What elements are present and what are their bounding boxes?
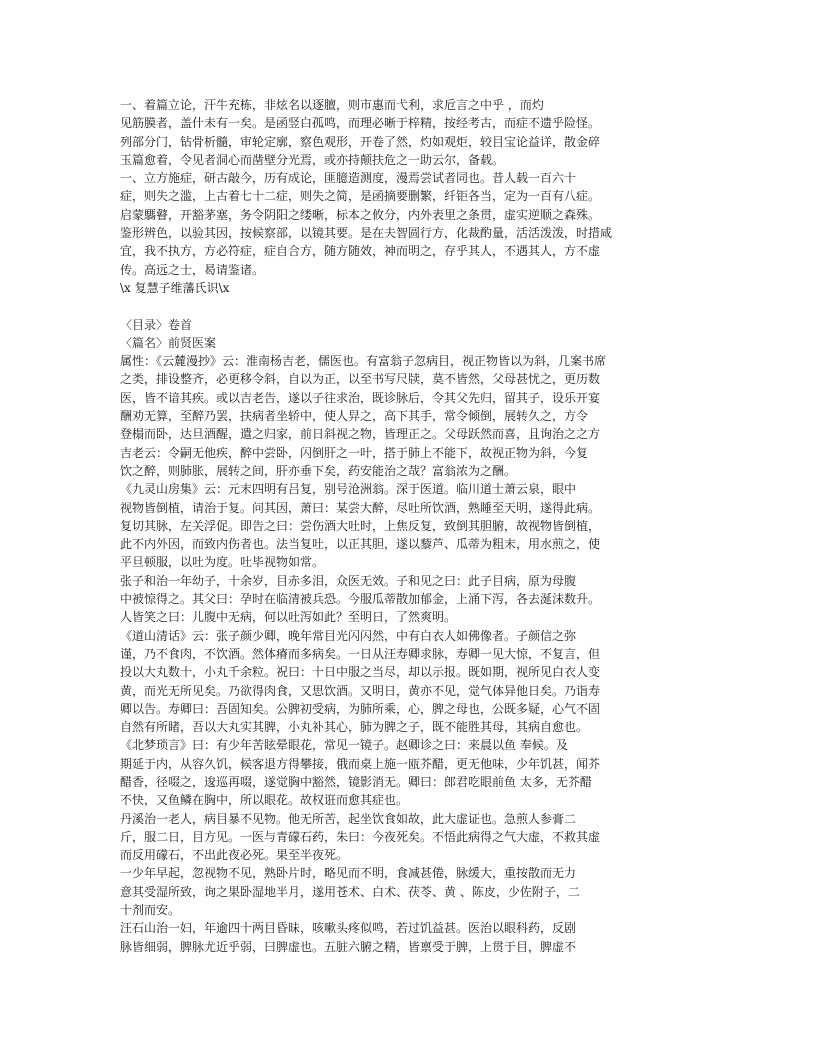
preface-line: 见筋膜者，盖什未有一矣。是函竖白孤鸣，而理必晰于梓精，按经考古，而症不遗乎险怪。 — [120, 116, 601, 131]
body-line: 复切其脉，左关浮促。即告之曰：尝伤酒大吐时，上焦反复，致倒其胆腑，故视物皆倒植， — [120, 518, 601, 533]
body-line: 黄，而光无所见矣。乃欲得肉食，又思饮酒。又明日，黄亦不见，觉气体异他日矣。乃诣寿 — [120, 683, 601, 698]
body-line: 丹溪治一老人，病目暴不见物。他无所苦，起坐饮食如故，此大虚证也。急煎人参膏二 — [120, 811, 577, 826]
body-line: 吉老云：令嗣无他疾，醉中尝卧，闪倒肝之一叶，搭于肺上不能下，故视正物为斜，今复 — [120, 445, 589, 460]
body-line: 平旦顿服，以吐为度。吐毕视物如常。 — [120, 555, 325, 570]
preface-line: 一、立方施症，研古敲今，历有成论，匪臆造测度，漫焉尝试者同也。昔人载一百六十 — [120, 171, 577, 186]
preface-line: 列部分门，钻骨析髓，审轮定廓，察色观形，开卷了然，灼如观炬，较目宝论益详，散金碎 — [120, 134, 601, 149]
body-line: 张子和治一年幼子，十余岁，目赤多泪，众医无效。子和见之曰：此子目病，原为母腹 — [120, 573, 577, 588]
body-line: 斤，服二日，目方见。一医与青礞石药，朱曰：今夜死矣。不悟此病得之气大虚，不救其虚 — [120, 829, 601, 844]
preface-line: 宜，我不执方，方必符症，症自合方，随方随效，神而明之，存乎其人，不遇其人，方不虚 — [120, 244, 601, 259]
body-line: 期延于内，从容久饥，候客退方得攀接，俄而桌上施一瓯芥醋，更无他味，少年饥甚，闻芥 — [120, 756, 601, 771]
preface-line: 启蒙騳瞽，开豁茅塞，务令阴阳之缕晰，标本之攸分，内外表里之条贯，虚实逆顺之森殊。 — [120, 207, 601, 222]
body-line: 饮之醉，则肺胀，展转之间，肝亦垂下矣，药安能治之哉？富翁浓为之酬。 — [120, 463, 517, 478]
preface-line: 一、着篇立论，汗牛充栋，非炫名以逐膻，则市惠而弋利，求卮言之中乎 ，而灼 — [120, 98, 544, 112]
body-line: 而反用礞石，不出此夜必死。果至半夜死。 — [120, 848, 349, 863]
body-line: 中被惊得之。其父曰：孕时在临清被兵恐。今服瓜蒂散加郁金，上涌下泻，各去涎沫数升。 — [120, 592, 601, 607]
body-line: 《九灵山房集》云：元末四明有吕复，别号沧洲翁。深于医道。临川道士萧云泉，眼中 — [120, 482, 577, 497]
body-line: 投以大丸数十，小丸千余粒。祝曰：十日中服之当尽，却以示报。既如期，视所见白衣人变 — [120, 665, 601, 680]
document-page — [120, 96, 680, 956]
body-line: 之类，排设整齐，必更移令斜，自以为正，以至书写尺牍，莫不皆然，父母甚忧之，更历数 — [120, 372, 601, 387]
body-line: 意其受湿所致，询之果卧湿地半月，遂用苍术、白术、茯苓、黄 、陈皮，少佐附子，二 — [120, 884, 580, 899]
preface-line: 传。高远之士，曷请鉴诸。 — [120, 262, 265, 277]
body-line: 醋香，径啜之，逡巡再啜，遂觉胸中豁然，镜影消无。卿曰：郎君吃眼前鱼 太多，无芥醋 — [120, 774, 592, 789]
body-line: 酬劝无算，至醉乃罢，扶病者坐轿中，使人舁之，高下其手，常令倾倒，展转久之，方令 — [120, 409, 589, 424]
body-line: 谨，乃不食肉，不饮酒。然体瘠而多病矣。一日从汪寿卿求脉，寿卿一见大惊，不复言，但 — [120, 646, 601, 661]
body-line: 属性：《云麓漫抄》云：淮南杨吉老，儒医也。有富翁子忽病目，视正物皆以为斜，几案书席 — [120, 354, 607, 369]
body-line: 脉皆细弱，脾脉尤近乎弱，曰脾虚也。五脏六腑之精，皆禀受于脾，上贯于目，脾虚不 — [120, 939, 577, 954]
body-line: 视物皆倒植，请治于复。问其因，萧曰：某尝大醉，尽吐所饮酒，熟睡至天明，遂得此病。 — [120, 500, 601, 515]
preface-line: 症，则失之滥，上古着七十二症，则失之简，是函摘要删繁，纤钜各当，定为一百有八症。 — [120, 189, 601, 204]
body-line: 不快，又鱼鳞在胸中，所以眼花。故权诳而愈其症也。 — [120, 793, 409, 808]
body-line: 《北梦琐言》曰：有少年苦眩晕眼花，常见一镜子。赵卿诊之曰：来晨以鱼 奉候。及 — [120, 738, 568, 753]
body-line: 卿以告。寿卿曰：吾固知矣。公脾初受病，为肺所乘，心，脾之母也，公既多疑，心气不固 — [120, 701, 601, 716]
section-heading: 〈篇名〉前贤医案 — [120, 335, 217, 350]
body-line: 汪石山治一妇，年逾四十两目昏昧，咳嗽头疼似鸣，若过饥益甚。医治以眼科药，反剧 — [120, 921, 577, 936]
preface-line: 鉴形辨色，以验其因，按候察部，以镜其要。是在夫智圆行方，化裁酌量，活活泼泼，时措咸 — [120, 226, 613, 241]
blank-line — [120, 297, 680, 315]
body-line: 医，皆不谙其疾。或以吉老告，遂以子往求治，既诊脉后，令其父先归，留其子，设乐开宴 — [120, 390, 601, 405]
case-records-block — [120, 352, 680, 956]
body-line: 人皆笑之曰：儿腹中无病，何以吐泻如此？至明日，了然爽明。 — [120, 610, 457, 625]
body-line: 《道山清话》云：张子颜少卿，晚年常目光闪闪然，中有白衣人如佛像者。子颜信之弥 — [120, 628, 577, 643]
body-line: 十剂而安。 — [120, 903, 181, 918]
catalog-heading: 〈目录〉卷首 — [120, 317, 193, 332]
preface-line: \x 复慧子维藩氏识\x — [120, 280, 230, 295]
preface-line: 玉篇愈着，令见者洞心而凿壁分光焉，或亦持颠扶危之一助云尔，备载。 — [120, 152, 505, 167]
preface-block — [120, 96, 680, 297]
body-line: 自然有所睹，吾以大丸实其脾，小丸补其心，肺为脾之子，既不能胜其母，其病自愈也。 — [120, 720, 589, 735]
body-line: 此不内外因，而致内伤者也。法当复吐，以正其胆，遂以藜芦、瓜蒂为粗末，用水煎之，使 — [120, 537, 601, 552]
body-line: 登榻而卧，达旦酒醒，遣之归家，前日斜视之物，皆理正之。父母跃然而喜，且询治之之方 — [120, 427, 601, 442]
body-line: 一少年早起，忽视物不见，熟卧片时，略见而不明，食减甚倦，脉缓大，重按散而无力 — [120, 866, 577, 881]
